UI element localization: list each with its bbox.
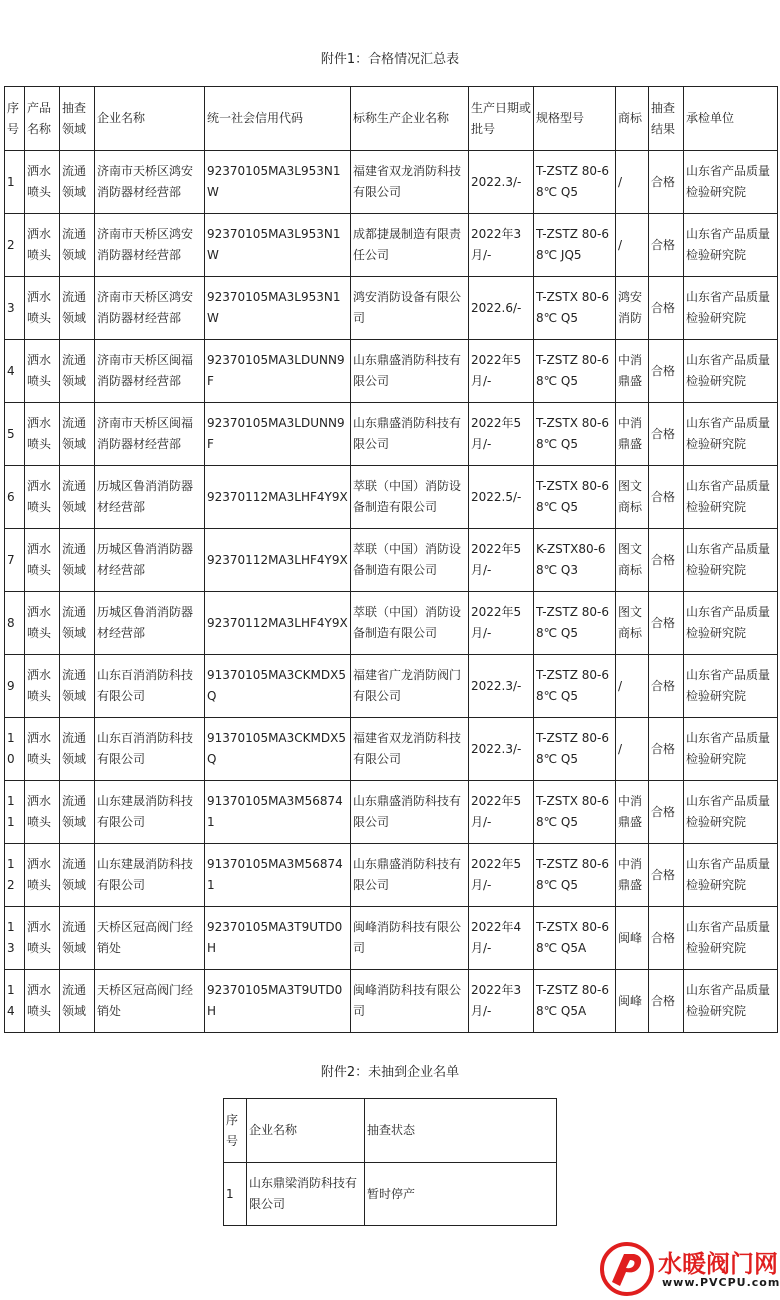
table-row	[5, 340, 778, 403]
table-cell: 2022年5月/-	[469, 844, 534, 907]
table-cell: 流通领域	[60, 466, 95, 529]
table-cell: 济南市天桥区闽福消防器材经营部	[95, 403, 205, 466]
qualified-summary-table	[4, 86, 778, 1033]
table-cell: 山东鼎梁消防科技有限公司	[247, 1163, 365, 1226]
table-cell: 山东建晟消防科技有限公司	[95, 781, 205, 844]
table-cell: 山东省产品质量检验研究院	[684, 907, 778, 970]
table-cell: /	[616, 718, 649, 781]
table-cell: 合格	[649, 466, 684, 529]
table-cell: 92370105MA3L953N1W	[205, 151, 351, 214]
table-cell: 3	[5, 277, 25, 340]
table-cell: 福建省广龙消防阀门有限公司	[351, 655, 469, 718]
table-cell: T-ZSTZ 80-68℃ Q5	[534, 340, 616, 403]
table-cell: 2022.3/-	[469, 151, 534, 214]
table-cell: 闽峰	[616, 907, 649, 970]
table-row	[5, 214, 778, 277]
table-row	[5, 655, 778, 718]
table-cell: 9	[5, 655, 25, 718]
table-row	[5, 529, 778, 592]
table-cell: 2022年5月/-	[469, 403, 534, 466]
table-cell: 合格	[649, 592, 684, 655]
table-cell: 洒水喷头	[25, 466, 60, 529]
table-cell: 山东鼎盛消防科技有限公司	[351, 844, 469, 907]
table-cell: 合格	[649, 214, 684, 277]
table-cell: 流通领域	[60, 844, 95, 907]
table-cell: 鸿安消防设备有限公司	[351, 277, 469, 340]
table-cell: 萃联（中国）消防设备制造有限公司	[351, 592, 469, 655]
table-cell: 福建省双龙消防科技有限公司	[351, 718, 469, 781]
column-header: 统一社会信用代码	[205, 87, 351, 151]
column-header: 序号	[224, 1099, 247, 1163]
table-cell: 济南市天桥区闽福消防器材经营部	[95, 340, 205, 403]
table-cell: 天桥区冠高阀门经销处	[95, 907, 205, 970]
table-cell: 流通领域	[60, 655, 95, 718]
table-cell: 洒水喷头	[25, 529, 60, 592]
table-cell: 山东省产品质量检验研究院	[684, 970, 778, 1033]
table-cell: 11	[5, 781, 25, 844]
table-cell: 中消鼎盛	[616, 844, 649, 907]
table-cell: 山东省产品质量检验研究院	[684, 529, 778, 592]
table-cell: 2022年5月/-	[469, 781, 534, 844]
table-cell: T-ZSTZ 80-68℃ Q5	[534, 844, 616, 907]
table-header-row	[5, 87, 778, 151]
table-cell: 2022.3/-	[469, 655, 534, 718]
table-row	[5, 970, 778, 1033]
table-cell: T-ZSTZ 80-68℃ Q5	[534, 655, 616, 718]
table-cell: 洒水喷头	[25, 403, 60, 466]
table-row	[5, 403, 778, 466]
table-cell: 合格	[649, 277, 684, 340]
table-cell: T-ZSTZ 80-68℃ Q5	[534, 592, 616, 655]
table-cell: 合格	[649, 844, 684, 907]
column-header: 标称生产企业名称	[351, 87, 469, 151]
table-row	[5, 844, 778, 907]
table-cell: 中消鼎盛	[616, 781, 649, 844]
table-cell: 暂时停产	[365, 1163, 557, 1226]
table-cell: 济南市天桥区鸿安消防器材经营部	[95, 214, 205, 277]
table-cell: 流通领域	[60, 718, 95, 781]
table-cell: T-ZSTX 80-68℃ Q5	[534, 277, 616, 340]
table-cell: 2022年3月/-	[469, 970, 534, 1033]
table-cell: 闽峰	[616, 970, 649, 1033]
table-cell: 流通领域	[60, 277, 95, 340]
table-cell: 合格	[649, 403, 684, 466]
table-cell: 流通领域	[60, 151, 95, 214]
table-cell: 洒水喷头	[25, 970, 60, 1033]
table-cell: 山东省产品质量检验研究院	[684, 466, 778, 529]
table-cell: T-ZSTZ 80-68℃ Q5A	[534, 970, 616, 1033]
column-header: 抽查状态	[365, 1099, 557, 1163]
table-cell: 鸿安消防	[616, 277, 649, 340]
table-cell: 洒水喷头	[25, 151, 60, 214]
table-cell: 流通领域	[60, 781, 95, 844]
table-cell: 山东鼎盛消防科技有限公司	[351, 781, 469, 844]
column-header: 企业名称	[95, 87, 205, 151]
table-cell: 洒水喷头	[25, 655, 60, 718]
table-cell: 山东省产品质量检验研究院	[684, 151, 778, 214]
table-cell: 图文商标	[616, 529, 649, 592]
table-cell: 洒水喷头	[25, 907, 60, 970]
table-cell: 山东鼎盛消防科技有限公司	[351, 403, 469, 466]
table-cell: 92370105MA3T9UTD0H	[205, 970, 351, 1033]
table-cell: 山东省产品质量检验研究院	[684, 214, 778, 277]
table-cell: 历城区鲁消消防器材经营部	[95, 592, 205, 655]
table-cell: 山东省产品质量检验研究院	[684, 844, 778, 907]
column-header: 企业名称	[247, 1099, 365, 1163]
table-cell: 合格	[649, 718, 684, 781]
table-cell: 洒水喷头	[25, 340, 60, 403]
table-cell: 6	[5, 466, 25, 529]
table-cell: 2022年5月/-	[469, 592, 534, 655]
table-cell: 流通领域	[60, 340, 95, 403]
table-cell: 1	[5, 151, 25, 214]
table-cell: T-ZSTX 80-68℃ Q5	[534, 403, 616, 466]
column-header: 抽查结果	[649, 87, 684, 151]
attachment1-title: 附件1：合格情况汇总表	[320, 52, 460, 67]
table-cell: 山东省产品质量检验研究院	[684, 718, 778, 781]
table-cell: 济南市天桥区鸿安消防器材经营部	[95, 151, 205, 214]
table-cell: 山东省产品质量检验研究院	[684, 655, 778, 718]
table-cell: 合格	[649, 529, 684, 592]
table-cell: 2022年3月/-	[469, 214, 534, 277]
table-cell: 92370105MA3L953N1W	[205, 214, 351, 277]
table-cell: 91370105MA3M568741	[205, 844, 351, 907]
table-cell: T-ZSTZ 80-68℃ JQ5	[534, 214, 616, 277]
table-cell: 91370105MA3CKMDX5Q	[205, 718, 351, 781]
table-cell: 闽峰消防科技有限公司	[351, 970, 469, 1033]
table-cell: 91370105MA3M568741	[205, 781, 351, 844]
table-cell: 图文商标	[616, 466, 649, 529]
table-row	[5, 466, 778, 529]
table-cell: 山东省产品质量检验研究院	[684, 403, 778, 466]
table-row	[5, 151, 778, 214]
table-cell: T-ZSTZ 80-68℃ Q5	[534, 151, 616, 214]
table-cell: 洒水喷头	[25, 844, 60, 907]
table-cell: 闽峰消防科技有限公司	[351, 907, 469, 970]
table-cell: 5	[5, 403, 25, 466]
table-cell: 92370112MA3LHF4Y9X	[205, 592, 351, 655]
table-cell: 2022.6/-	[469, 277, 534, 340]
table-cell: 历城区鲁消消防器材经营部	[95, 466, 205, 529]
column-header: 承检单位	[684, 87, 778, 151]
site-watermark-logo	[600, 1240, 780, 1298]
table-row	[5, 718, 778, 781]
watermark-site-url: www.PVCPU.com	[662, 1276, 780, 1289]
table-cell: 山东省产品质量检验研究院	[684, 592, 778, 655]
column-header: 生产日期或批号	[469, 87, 534, 151]
table-cell: 2022年5月/-	[469, 529, 534, 592]
table-cell: 福建省双龙消防科技有限公司	[351, 151, 469, 214]
table-cell: 成都捷晟制造有限责任公司	[351, 214, 469, 277]
table-row	[224, 1163, 557, 1226]
table-cell: 流通领域	[60, 403, 95, 466]
table-cell: 92370105MA3LDUNN9F	[205, 403, 351, 466]
table-cell: 中消鼎盛	[616, 340, 649, 403]
table-cell: 图文商标	[616, 592, 649, 655]
table-row	[5, 781, 778, 844]
table-cell: 10	[5, 718, 25, 781]
table-cell: 流通领域	[60, 907, 95, 970]
table-cell: 2	[5, 214, 25, 277]
table-cell: 1	[224, 1163, 247, 1226]
table-cell: 流通领域	[60, 529, 95, 592]
table-cell: 7	[5, 529, 25, 592]
watermark-site-name: 水暖阀门网	[658, 1250, 778, 1278]
table-cell: 洒水喷头	[25, 277, 60, 340]
table-row	[5, 277, 778, 340]
table-cell: 合格	[649, 655, 684, 718]
table-cell: 洒水喷头	[25, 214, 60, 277]
table-header-row	[224, 1099, 557, 1163]
table-cell: 济南市天桥区鸿安消防器材经营部	[95, 277, 205, 340]
table-cell: 13	[5, 907, 25, 970]
table-cell: 91370105MA3CKMDX5Q	[205, 655, 351, 718]
table-cell: 92370112MA3LHF4Y9X	[205, 529, 351, 592]
table-cell: 2022年4月/-	[469, 907, 534, 970]
attachment2-title: 附件2：未抽到企业名单	[320, 1065, 460, 1080]
column-header: 商标	[616, 87, 649, 151]
table-cell: /	[616, 151, 649, 214]
table-cell: 流通领域	[60, 970, 95, 1033]
table-cell: 山东百消消防科技有限公司	[95, 655, 205, 718]
column-header: 规格型号	[534, 87, 616, 151]
table-cell: 天桥区冠高阀门经销处	[95, 970, 205, 1033]
table-row	[5, 907, 778, 970]
table-cell: 山东建晟消防科技有限公司	[95, 844, 205, 907]
table-cell: 山东省产品质量检验研究院	[684, 340, 778, 403]
table-cell: 山东省产品质量检验研究院	[684, 277, 778, 340]
table-cell: 2022.3/-	[469, 718, 534, 781]
table-cell: 合格	[649, 151, 684, 214]
table-cell: 中消鼎盛	[616, 403, 649, 466]
table-cell: 12	[5, 844, 25, 907]
pv-logo-icon	[600, 1242, 654, 1296]
table-cell: 92370112MA3LHF4Y9X	[205, 466, 351, 529]
table-cell: 山东百消消防科技有限公司	[95, 718, 205, 781]
table-cell: 历城区鲁消消防器材经营部	[95, 529, 205, 592]
table-cell: 合格	[649, 781, 684, 844]
table-cell: T-ZSTX 80-68℃ Q5	[534, 466, 616, 529]
table-cell: 洒水喷头	[25, 781, 60, 844]
table-cell: T-ZSTZ 80-68℃ Q5	[534, 718, 616, 781]
table-cell: 合格	[649, 970, 684, 1033]
column-header: 产品名称	[25, 87, 60, 151]
column-header: 序号	[5, 87, 25, 151]
table-cell: 合格	[649, 907, 684, 970]
table-cell: 萃联（中国）消防设备制造有限公司	[351, 466, 469, 529]
table-cell: 萃联（中国）消防设备制造有限公司	[351, 529, 469, 592]
table-cell: 2022.5/-	[469, 466, 534, 529]
table-cell: T-ZSTX 80-68℃ Q5	[534, 781, 616, 844]
table-cell: 流通领域	[60, 592, 95, 655]
table-cell: /	[616, 655, 649, 718]
table-cell: 8	[5, 592, 25, 655]
table-cell: 92370105MA3T9UTD0H	[205, 907, 351, 970]
table-cell: 14	[5, 970, 25, 1033]
table-cell: 92370105MA3LDUNN9F	[205, 340, 351, 403]
table-row	[5, 592, 778, 655]
table-cell: 山东省产品质量检验研究院	[684, 781, 778, 844]
table-cell: 洒水喷头	[25, 718, 60, 781]
table-cell: 92370105MA3L953N1W	[205, 277, 351, 340]
table-cell: 流通领域	[60, 214, 95, 277]
table-cell: /	[616, 214, 649, 277]
column-header: 抽查领域	[60, 87, 95, 151]
table-cell: K-ZSTX80-68℃ Q3	[534, 529, 616, 592]
table-cell: T-ZSTX 80-68℃ Q5A	[534, 907, 616, 970]
unsampled-companies-table	[223, 1098, 557, 1226]
table-cell: 山东鼎盛消防科技有限公司	[351, 340, 469, 403]
table-cell: 4	[5, 340, 25, 403]
table-cell: 洒水喷头	[25, 592, 60, 655]
table-cell: 2022年5月/-	[469, 340, 534, 403]
table-cell: 合格	[649, 340, 684, 403]
